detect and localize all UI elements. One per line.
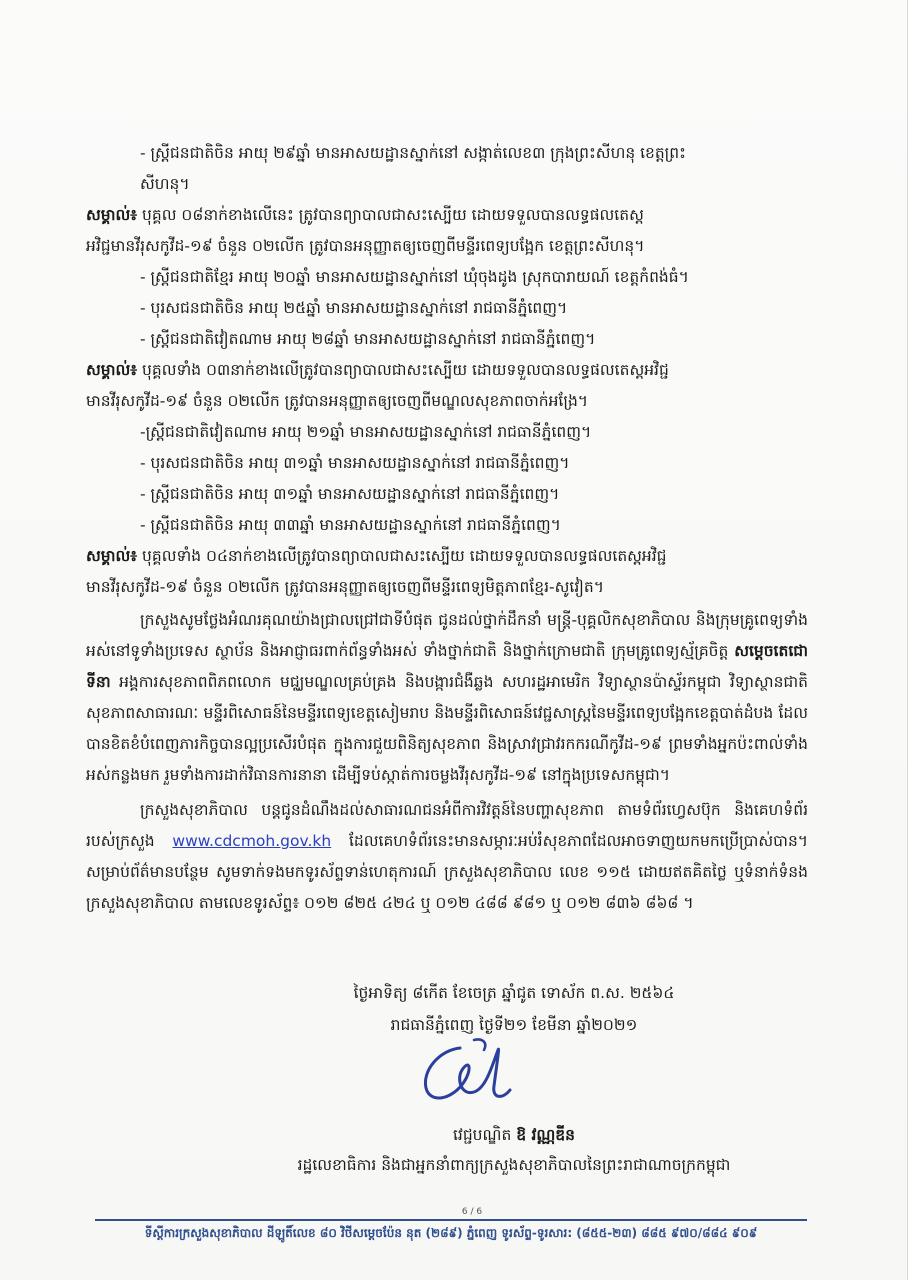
information-paragraph [86, 795, 808, 919]
note-label: សម្គាល់៖ [86, 547, 138, 565]
paragraph-text: ក្រសួងសុខាភិបាល បន្តជូនដំណឹងដល់សាធារណជនអំពីការវិវត្តន៍នៃបញ្ហាសុខភាព តាមទំព័រហ្វេសប៊ុក និងគេហទំព័ររបស់ក្រសួង [86, 801, 808, 850]
paragraph-text: ក្រសួងសូមថ្លែងអំណរគុណយ៉ាងជ្រាលជ្រៅជាទីបំផុត ជូនដល់ថ្នាក់ដឹកនាំ មន្ត្រី-បុគ្គលិកសុខាភិបាល និងក្រុមគ្រូពេទ្យទាំងអស់នៅទូទាំងប្រទេស ស្ថាប័ន និងអាជ្ញាធរពាក់ព័ន្ធទាំងអស់ ទាំងថ្នាក់ជាតិ និងថ្នាក់ក្រោមជាតិ ក្រុមគ្រូពេទ្យស្ម័គ្រចិត្ត [86, 611, 808, 660]
footer-address: ទីស្តីការក្រសួងសុខាភិបាល ដីឡូតិ៍លេខ ៨០ វិថីសម្តេចប៉ែន នុត (២៨៩) ភ្នំពេញ ទូរស័ព្ទ-ទូរសារ: (៨៥៥-២៣) ៨៨៥ ៩៧០/៨៨៤ ៩០៩ [144, 1226, 758, 1240]
list-item: -ស្ត្រីជនជាតិវៀតណាម អាយុ ២១ឆ្នាំ មានអាសយដ្ឋានស្នាក់នៅ រាជធានីភ្នំពេញ។ [140, 423, 592, 441]
bold-organization: សម្តេចតេជោ ទីនា [86, 642, 808, 691]
note-continuation: អវិជ្ជមានវីរុសកូវីដ-១៩ ចំនួន ០២លើក ត្រូវបានអនុញ្ញាតឲ្យចេញពីមន្ទីរពេទ្យបង្អែក ខេត្តព្រះសីហនុ។ [86, 237, 645, 255]
solar-date: រាជធានីភ្នំពេញ ថ្ងៃទី២១ ខែមីនា ឆ្នាំ២០២១ [390, 1016, 638, 1034]
note-label: សម្គាល់៖ [86, 361, 138, 379]
note-text: បុគ្គលទាំង ០៣នាក់ខាងលើត្រូវបានព្យាបាលជាសះស្បើយ ដោយទទួលបានលទ្ធផលតេស្តអវិជ្ជ [137, 361, 669, 379]
document-body [86, 138, 808, 919]
website-link[interactable]: www.cdcmoh.gov.kh [172, 832, 332, 850]
list-item: - ស្ត្រីជនជាតិវៀតណាម អាយុ ២៨ឆ្នាំ មានអាសយដ្ឋានស្នាក់នៅ រាជធានីភ្នំពេញ។ [140, 330, 596, 348]
paragraph-text: អង្គការសុខភាពពិភពលោក មជ្ឈមណ្ឌលគ្រប់គ្រង និងបង្ការជំងឺឆ្លង សហរដ្ឋអាមេរិក វិទ្យាស្ថានប៉ាស្ទ័រកម្ពុជា វិទ្យាស្ថានជាតិសុខភាពសាធារណៈ មន្ទីរពិសោធន៍នៃមន្ទីរពេទ្យខេត្តសៀមរាប និងមន្ទីរពិសោធន៍វេជ្ជសាស្ត្រនៃមន្ទីរពេទ្យបង្អែកខេត្តបាត់ដំបង ដែលបានខិតខំបំពេញភារកិច្ចបានល្អប្រសើរបំផុត ក្នុងការជួយពិនិត្យសុខភាព និងស្រាវជ្រាវរកករណីកូវីដ-១៩ ព្រមទាំងអ្នកប៉ះពាល់ទាំងអស់កន្លងមក រួមទាំងការដាក់វិធានការនានា ដើម្បីទប់ស្កាត់ការចម្លងវីរុសកូវីដ-១៩ នៅក្នុងប្រទេសកម្ពុជា។ [86, 673, 808, 784]
list-item: - ស្ត្រីជនជាតិចិន អាយុ ២៩ឆ្នាំ មានអាសយដ្ឋានស្នាក់នៅ សង្កាត់លេខ៣ ក្រុងព្រះសីហនុ ខេត្តព្រះ [140, 144, 686, 162]
signer-block [0, 1120, 908, 1180]
list-item: - បុរសជនជាតិចិន អាយុ ២៥ឆ្នាំ មានអាសយដ្ឋានស្នាក់នៅ រាជធានីភ្នំពេញ។ [140, 299, 568, 317]
note [86, 541, 808, 572]
note-continuation: មានវីរុសកូវីដ-១៩ ចំនួន ០២លើក ត្រូវបានអនុញ្ញាតឲ្យចេញពីមណ្ឌលសុខភាពចាក់អង្រែ។ [86, 392, 589, 410]
note-text: បុគ្គលទាំង ០៤នាក់ខាងលើត្រូវបានព្យាបាលជាសះស្បើយ ដោយទទួលបានលទ្ធផលតេស្តអវិជ្ជ [137, 547, 667, 565]
note-continuation: មានវីរុសកូវីដ-១៩ ចំនួន ០២លើក ត្រូវបានអនុញ្ញាតឲ្យចេញពីមន្ទីរពេទ្យមិត្តភាពខ្មែរ-សូវៀត។ [86, 578, 604, 596]
note [86, 200, 808, 231]
signer-name-line [0, 1120, 908, 1150]
lunar-date: ថ្ងៃអាទិត្យ ៨កើត ខែចេត្រ ឆ្នាំជូត ទោស័ក ព.ស. ២៥៦៤ [353, 984, 675, 1002]
note-label: សម្គាល់៖ [86, 206, 138, 224]
signer-position: រដ្ឋលេខាធិការ និងជាអ្នកនាំពាក្យក្រសួងសុខាភិបាលនៃព្រះរាជាណាចក្រកម្ពុជា [297, 1156, 731, 1174]
page-number: 6 / 6 [461, 1207, 483, 1217]
acknowledgement-paragraph [86, 605, 808, 791]
list-item: - ស្ត្រីជនជាតិចិន អាយុ ៣១ឆ្នាំ មានអាសយដ្ឋានស្នាក់នៅ រាជធានីភ្នំពេញ។ [140, 485, 560, 503]
signer-name: ឱ វណ្ណឌីន [516, 1126, 575, 1144]
footer-divider [95, 1219, 807, 1221]
list-item: - ស្ត្រីជនជាតិខ្មែរ អាយុ ២០ឆ្នាំ មានអាសយដ្ឋានស្នាក់នៅ ឃុំចុងដូង ស្រុកបារាយណ៍ ខេត្តកំពង់ធំ។ [140, 268, 689, 286]
paragraph-text: ដែលគេហទំព័រនេះមានសម្ភារៈអប់រំសុខភាពដែលអាចទាញយកមកប្រើប្រាស់បាន។ សម្រាប់ព័ត៌មានបន្ថែម សូមទាក់ទងមកទូរស័ព្ទទាន់ហេតុការណ៍ ក្រសួងសុខាភិបាល លេខ ១១៥ ដោយឥតគិតថ្លៃ ឬទំនាក់ទំនងក្រសួងសុខាភិបាល តាមលេខទូរស័ព្ទ៖ ០១២ ៨២៥ ៤២៤ ឬ ០១២ ៤៨៨ ៩៨១ ឬ ០១២ ៨៣៦ ៨៦៨ ។ [86, 832, 808, 912]
signature-image [412, 1030, 542, 1110]
note [86, 355, 808, 386]
list-item: - បុរសជនជាតិចិន អាយុ ៣១ឆ្នាំ មានអាសយដ្ឋានស្នាក់នៅ រាជធានីភ្នំពេញ។ [140, 454, 570, 472]
signer-title: វេជ្ជបណ្ឌិត [453, 1126, 517, 1144]
list-item-continuation: សីហនុ។ [140, 175, 190, 193]
list-item: - ស្ត្រីជនជាតិចិន អាយុ ៣៣ឆ្នាំ មានអាសយដ្ឋានស្នាក់នៅ រាជធានីភ្នំពេញ។ [140, 516, 561, 534]
note-text: បុគ្គល ០៨នាក់ខាងលើនេះ ត្រូវបានព្យាបាលជាសះស្បើយ ដោយទទួលបានលទ្ធផលតេស្ត [137, 206, 644, 224]
